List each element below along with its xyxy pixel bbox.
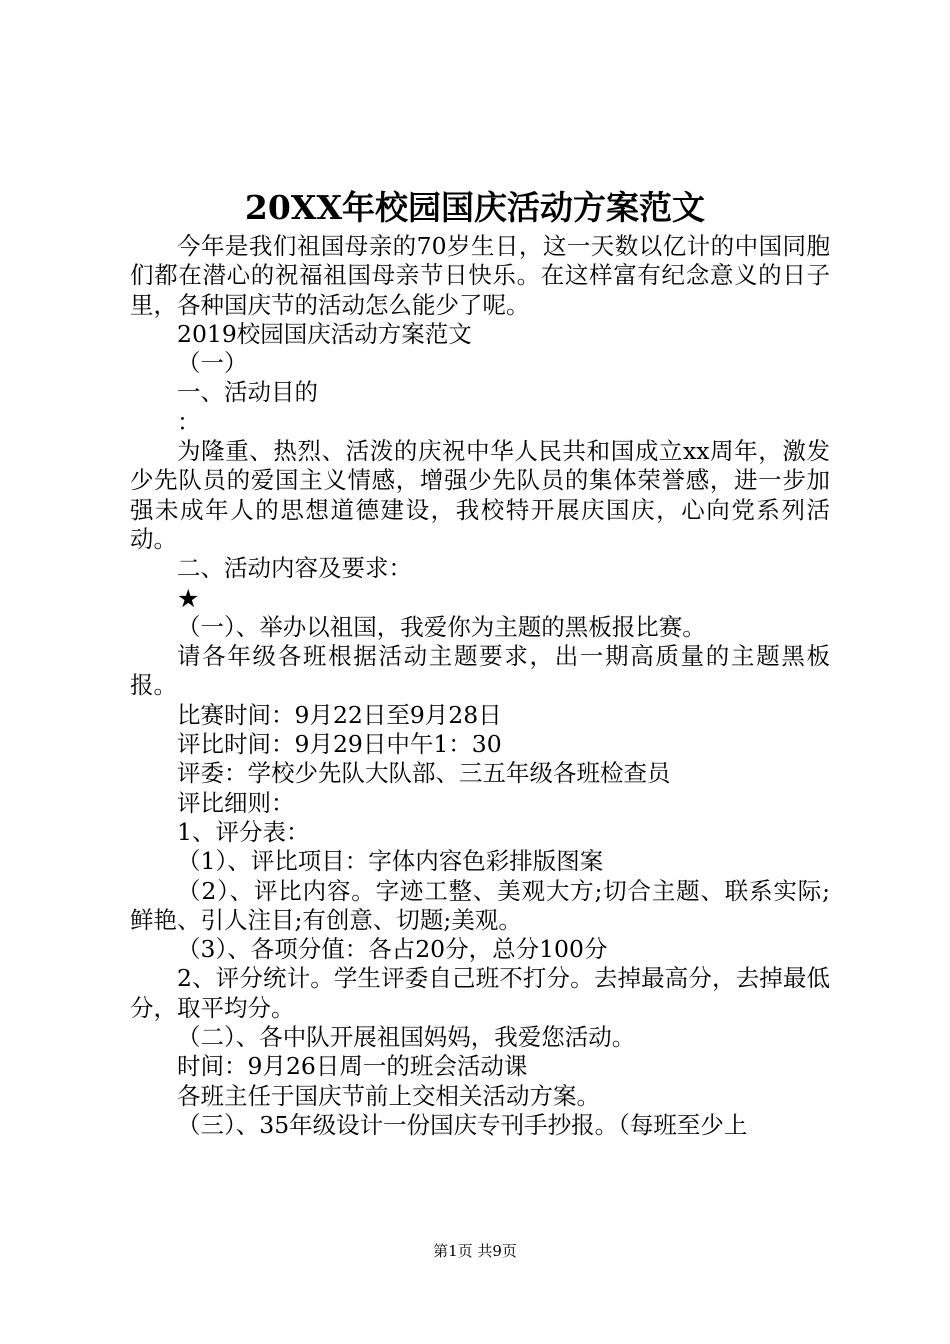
item-handwritten-paper: （三）、35年级设计一份国庆专刊手抄报。（每班至少上 [177,1110,748,1139]
item-motherland: （二）、各中队开展祖国妈妈，我爱您活动。 [177,1023,636,1052]
star-icon: ★ [177,583,200,613]
purpose-paragraph: 为隆重、热烈、活泼的庆祝中华人民共和国成立xx周年，激发少先队员的爱国主义情感，增强少先队员的集体荣誉感，进一步加强未成年人的思想道德建设，我校特开展庆国庆，心向党系列活动。 [130,437,830,553]
blackboard-request: 请各年级各班根据活动主题要求，出一期高质量的主题黑板报。 [130,642,830,700]
score-item-1: （1）、评比项目：字体内容色彩排版图案 [177,847,604,876]
heading-content: 二、活动内容及要求： [177,554,412,583]
score-item-2: （2）、评比内容。字迹工整、美观大方;切合主题、联系实际;鲜艳、引人注目;有创意、切题;美观。 [130,876,830,934]
page-footer: 第1页 共9页 [433,1242,517,1260]
judging-time: 评比时间：9月29日中午1：30 [177,730,502,759]
score-table-heading: 1、评分表： [177,817,310,846]
intro-paragraph: 今年是我们祖国母亲的70岁生日，这一天数以亿计的中国同胞们都在潜心的祝福祖国母亲节日快乐。在这样富有纪念意义的日子里，各种国庆节的活动怎么能少了呢。 [130,232,830,319]
judging-rules: 评比细则： [177,788,295,817]
teacher-submission: 各班主任于国庆节前上交相关活动方案。 [177,1081,600,1110]
judges: 评委：学校少先队大队部、三五年级各班检查员 [177,759,671,788]
document-body [130,232,830,1140]
score-item-3: （3）、各项分值：各占20分，总分100分 [177,935,608,964]
section-number: （一） [177,349,248,378]
item-blackboard: （一）、举办以祖国，我爱你为主题的黑板报比赛。 [177,612,706,641]
subtitle-line: 2019校园国庆活动方案范文 [177,319,472,348]
colon-line: ： [177,407,201,436]
heading-purpose: 一、活动目的 [177,378,318,407]
score-statistics: 2、评分统计。学生评委自己班不打分。去掉最高分，去掉最低分，取平均分。 [130,964,830,1022]
competition-time: 比赛时间：9月22日至9月28日 [177,700,502,729]
motherland-time: 时间：9月26日周一的班会活动课 [177,1052,528,1081]
document-title: 20XX年校园国庆活动方案范文 [244,188,706,227]
